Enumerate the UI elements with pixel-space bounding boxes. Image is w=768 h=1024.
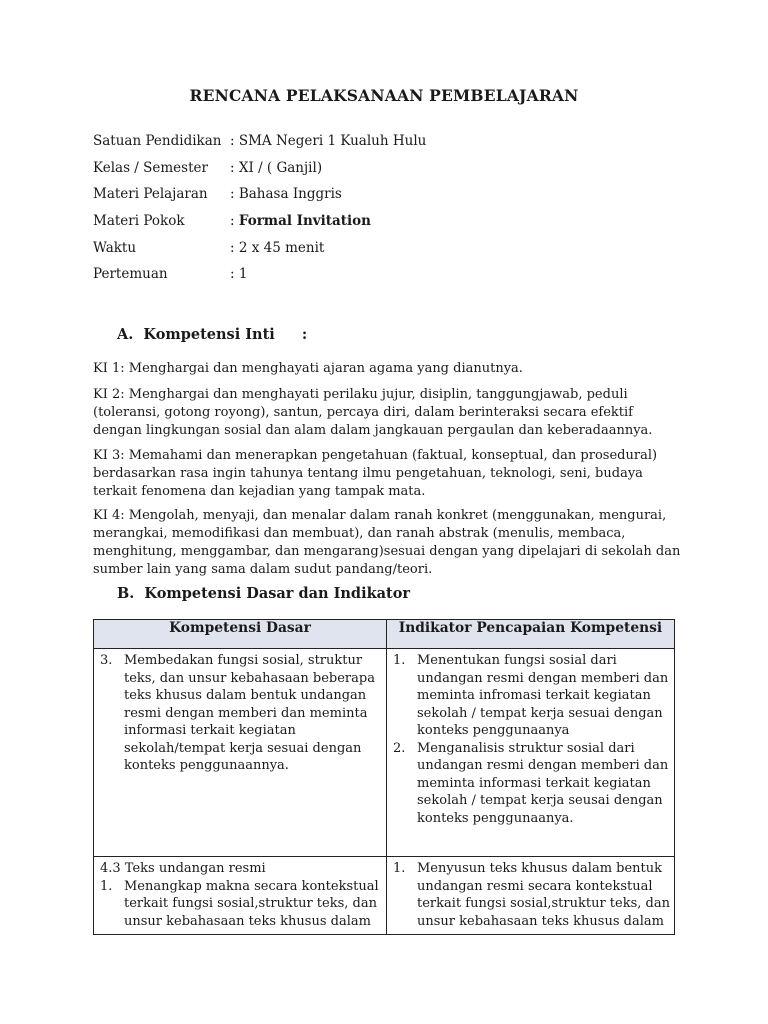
table-row — [94, 857, 675, 935]
info-row-kelas — [93, 158, 653, 185]
info-value-prefix: : — [230, 213, 239, 230]
list-text: Membedakan fungsi sosial, struktur teks, dan unsur kebahasaan beberapa teks khusus dalam bentuk undangan resmi dengan memberi dan meminta informasi terkait kegiatan sekolah/tempat kerja sesuai dengan konteks penggunaannya. — [124, 653, 375, 773]
list-number: 1. — [393, 653, 406, 668]
info-row-materi-pokok — [93, 211, 653, 238]
table-row — [94, 649, 675, 857]
section-colon: : — [301, 326, 308, 343]
list-number: 3. — [100, 653, 113, 668]
kd-heading: 4.3 Teks undangan resmi — [100, 861, 266, 876]
ki-4: KI 4: Mengolah, menyaji, dan menalar dalam ranah konkret (menggunakan, mengurai, merangkai, memodifikasi dan membuat), dan ranah abstrak (menulis, membaca, menghitung, menggambar, dan mengarang)sesuai dengan yang dipelajari di sekolah dan sumber lain yang sama dalam sudut pandang/teori. — [93, 508, 681, 577]
info-row-satuan — [93, 131, 653, 158]
table-header: Indikator Pencapaian Kompetensi — [387, 620, 675, 649]
table-header: Kompetensi Dasar — [94, 620, 387, 649]
info-value: Formal Invitation — [238, 213, 371, 230]
info-row-waktu — [93, 238, 653, 265]
info-value: : 1 — [230, 266, 248, 283]
cell-clip — [98, 860, 382, 930]
ki-3: KI 3: Memahami dan menerapkan pengetahuan (faktual, konseptual, dan prosedural) berdasarkan rasa ingin tahunya tentang ilmu pengetahuan, teknologi, seni, budaya terkait fenomena dan kejadian yang tampak mata. — [93, 448, 658, 499]
list-item — [98, 878, 382, 931]
list-number: 2. — [393, 740, 406, 756]
section-letter: B. — [117, 585, 135, 602]
list-item — [391, 860, 670, 930]
list-number: 1. — [100, 878, 113, 894]
info-value: : 2 x 45 menit — [230, 239, 325, 256]
info-label: Materi Pokok — [93, 213, 185, 230]
list-text: Menangkap makna secara kontekstual terkait fungsi sosial,struktur teks, dan unsur kebahasaan teks khusus dalam — [124, 878, 379, 929]
info-value: : XI / ( Ganjil) — [230, 159, 323, 176]
table-cell-kd — [94, 649, 387, 857]
section-b-heading — [117, 585, 410, 602]
table-cell-indicator — [387, 857, 675, 935]
list-text: Menentukan fungsi sosial dari undangan resmi dengan memberi dan meminta infromasi terkait kegiatan sekolah / tempat kerja sesuai dengan konteks penggunaanya — [417, 653, 669, 738]
document-title: RENCANA PELAKSANAAN PEMBELAJARAN — [189, 86, 579, 105]
section-a-heading — [117, 326, 307, 343]
info-row-pertemuan — [93, 264, 653, 291]
info-label: Materi Pelajaran — [93, 186, 208, 203]
competency-table — [93, 619, 675, 935]
ki-2: KI 2: Menghargai dan menghayati perilaku jujur, disiplin, tanggungjawab, peduli (toleransi, gotong royong), santun, percaya diri, dalam berinteraksi secara efektif dengan lingkungan sosial dan alam dalam jangkauan pergaulan dan keberadaannya. — [93, 387, 653, 438]
table-header-row — [94, 620, 675, 649]
info-label: Pertemuan — [93, 266, 168, 283]
ki-1: KI 1: Menghargai dan menghayati ajaran agama yang dianutnya. — [93, 361, 523, 376]
table-cell-indicator — [387, 649, 675, 857]
info-value: : Bahasa Inggris — [230, 186, 342, 203]
section-letter: A. — [117, 326, 134, 343]
table-cell-kd — [94, 857, 387, 935]
list-text: Menganalisis struktur sosial dari undangan resmi dengan memberi dan meminta informasi terkait kegiatan sekolah / tempat kerja seusai dengan konteks penggunaanya. — [417, 740, 669, 826]
identity-block — [93, 131, 653, 291]
section-title: Kompetensi Dasar dan Indikator — [144, 585, 411, 602]
list-item — [98, 652, 382, 775]
list-item — [391, 652, 670, 740]
list-item — [391, 740, 670, 828]
info-label: Satuan Pendidikan — [93, 133, 222, 149]
info-value: : SMA Negeri 1 Kualuh Hulu — [230, 133, 427, 149]
list-text: Menyusun teks khusus dalam bentuk undangan resmi secara kontekstual terkait fungsi sosial,struktur teks, dan unsur kebahasaan teks khusus dalam — [417, 861, 670, 929]
cell-clip — [391, 860, 670, 930]
info-row-materi-pelajaran — [93, 184, 653, 211]
section-title: Kompetensi Inti — [143, 326, 275, 343]
list-number: 1. — [393, 861, 406, 876]
info-label: Kelas / Semester — [93, 159, 208, 176]
info-label: Waktu — [93, 239, 137, 256]
